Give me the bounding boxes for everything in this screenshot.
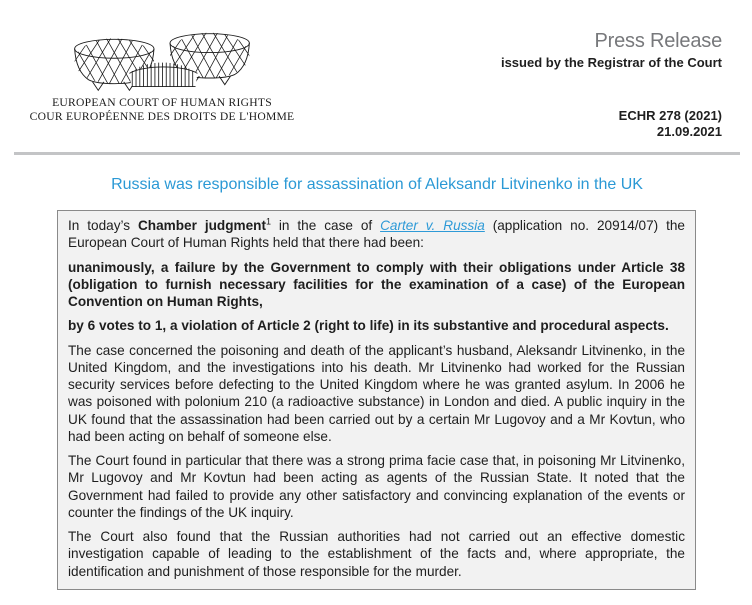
headline: Russia was responsible for assassination of Aleksandr Litvinenko in the UK <box>111 176 643 194</box>
court-name-fr: COUR EUROPÉENNE DES DROITS DE L'HOMME <box>29 110 295 124</box>
paragraph-intro <box>68 217 685 252</box>
paragraph-article2-finding: by 6 votes to 1, a violation of Article 2 (right to life) in its substantive and procedural aspects. <box>68 318 669 334</box>
header-divider <box>14 152 740 155</box>
case-link[interactable]: Carter v. Russia <box>380 218 485 234</box>
court-name-en: EUROPEAN COURT OF HUMAN RIGHTS <box>52 96 272 109</box>
intro-text-start: In today’s <box>68 218 138 234</box>
issued-by-line: issued by the Registrar of the Court <box>500 55 722 70</box>
paragraph-case-summary: The case concerned the poisoning and death of the applicant’s husband, Aleksandr Litvinenko, in the United Kingdom, and the investigations into his death. Mr Litvinenko had worked for the Russian security services before defecting to the United Kingdom where he was granted asylum. In 2006 he was poisoned with polonium 210 (a radioactive substance) in London and died. A public inquiry in the UK found that the assassination had been carried out by a certain Mr Lugovoy and a Mr Kovtun, who had been acting on behalf of someone else. <box>68 342 685 444</box>
press-release-title: Press Release <box>594 30 722 52</box>
intro-text-end: (application no. 20914/07) the European Court of Human Rights held that there had been: <box>68 218 685 251</box>
echr-building-logo-icon <box>64 28 260 96</box>
paragraph-article38-finding: unanimously, a failure by the Government to comply with their obligations under Article 38 (obligation to furnish necessary facilities for the examination of a case) of the European Convention on Human Rights, <box>68 259 685 310</box>
footnote-marker: 1 <box>265 216 271 227</box>
paragraph-court-findings: The Court found in particular that there was a strong prima facie case that, in poisoning Mr Litvinenko, Mr Lugovoy and Mr Kovtun had been acting as agents of the Russian State. It noted that the Government had failed to provide any other satisfactory and convincing explanation of the events or counter the findings of the UK inquiry. <box>68 453 685 520</box>
court-identity <box>14 28 304 139</box>
summary-box <box>57 210 696 590</box>
header-right <box>501 28 740 139</box>
document-meta <box>501 108 722 139</box>
header <box>14 0 740 139</box>
document-number: ECHR 278 (2021) <box>618 108 722 123</box>
paragraph-investigation-finding: The Court also found that the Russian authorities had not carried out an effective domestic investigation capable of leading to the establishment of the facts and, where appropriate, the identification and punishment of those responsible for the murder. <box>68 529 685 579</box>
intro-text-mid: in the case of <box>271 218 381 234</box>
document-date: 21.09.2021 <box>656 123 722 139</box>
chamber-judgment-bold: Chamber judgment <box>137 218 266 234</box>
